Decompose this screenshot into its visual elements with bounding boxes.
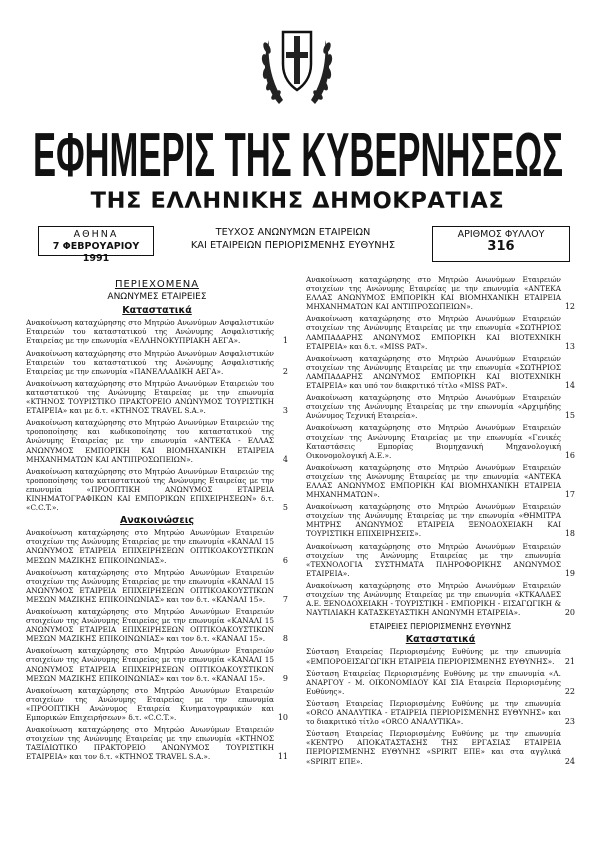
contents-entry [26,318,288,345]
entry-text: Ανακοίνωση καταχώρησης στο Μητρώο Ανωνύμων Εταιρειών στοιχείων της Ανώνυμης Εταιρείας με την επωνυμία «ΑΝΤΕΚΑ ΕΛΛΑΣ ΑΝΩΝΥΜΟΣ ΕΜΠΟΡΙΚΗ ΚΑΙ ΒΙΟΜΗΧΑΝΙΚΗ ΕΤΑΙΡΕΙΑ ΜΗΧΑΝΗΜΑΤΩΝ ΚΑΙ ΑΝΤΙΠΡΟΣΩΠΕΙΩΝ». [306,275,561,312]
entry-text: Ανακοίνωση καταχώρησης στο Μητρώο Ανωνύμων Εταιρειών στοιχείων της Ανώνυμης Εταιρείας με την επωνυμία «ΠΡΟΟΠΤΙΚΗ Ανώνυμος Εταιρεία Κινηματογραφικών και Εμπορικών Επιχειρήσεων» δ.τ. «C.C.T.». [26,685,274,723]
entry-page-number: 9 [282,673,288,683]
contents-entry [306,729,575,765]
gazette-title-text: ΕΦΗΜΕΡΙΣ ΤΗΣ ΚΥΒΕΡΝΗΣΕΩΣ [33,121,563,190]
entry-page-number: 19 [564,568,575,578]
section-statutes-heading: Καταστατικά [122,305,192,317]
sheet-number: 316 [487,239,515,254]
entry-page-number: 17 [564,490,575,500]
contents-entry [306,542,575,578]
entry-text: Σύσταση Εταιρείας Περιορισμένης Ευθύνης με την επωνυμία «ΕΜΠΟΡΟΕΙΣΑΓΩΓΙΚΗ ΕΤΑΙΡΕΙΑ ΠΕΡΙΟΡΙΣΜΕΝΗΣ ΕΥΘΥΝΗΣ». [306,647,561,666]
entry-page-number: 14 [564,381,575,391]
entry-text: Ανακοίνωση καταχώρησης στο Μητρώο Ανωνύμων Εταιρειών στοιχείων της Ανώνυμης Εταιρείας με την επωνυμία «ΘΗΜΙΤΡΑ ΜΗΤΡΗΣ ΑΝΩΝΥΜΟΣ ΕΤΑΙΡΕΙΑ ΞΕΝΟΔΟΧΕΙΑΚΗ ΚΑΙ ΤΟΥΡΙΣΤΙΚΗ ΕΠΙΧΕΙΡΗΣΕΙΣ». [306,502,561,539]
entry-text: Σύσταση Εταιρείας Περιορισμένης Ευθύνης με την επωνυμία «ORCO ΑΝΑΛΥΤΙΚΑ - ΕΤΑΙΡΕΙΑ ΠΕΡΙΟΡΙΣΜΕΝΗΣ ΕΥΘΥΝΗΣ» και το διακριτικό τίτλο «ORCO ΑΝΑΛΥΤΙΚΑ». [306,698,561,727]
entry-text: Ανακοίνωση καταχώρησης στο Μητρώο Ανωνύμων Εταιρειών στοιχείων της Ανώνυμης Εταιρείας με την επωνυμία «ΚΑΝΑΛΙ 15 ΑΝΩΝΥΜΟΣ ΕΤΑΙΡΕΙΑ ΕΠΙΧΕΙΡΗΣΕΩΝ ΟΠΤΙΚΟΑΚΟΥΣΤΙΚΩΝ ΜΕΣΩΝ ΜΑΖΙΚΗΣ ΕΠΙΚΟΙΝΩΝΙΑΣ» και τον δ.τ. «ΚΑΝΑΛΙ 15». [26,567,274,604]
section-notices-heading: Ανακοινώσεις [119,515,195,527]
issue-series [168,226,418,252]
statutes-list [26,318,288,512]
contents-entry [26,725,288,761]
entry-page-number: 11 [277,752,288,762]
entry-text: Ανακοίνωση καταχώρησης στο Μητρώο Ανωνύμων Εταιρειών στοιχείων της Ανώνυμης Εταιρείας με την επωνυμία «ΚΑΝΑΛΙ 15 ΑΝΩΝΥΜΟΣ ΕΤΑΙΡΕΙΑ ΕΠΙΧΕΙΡΗΣΕΩΝ ΟΠΤΙΚΟΑΚΟΥΣΤΙΚΩΝ ΜΕΣΩΝ ΜΑΖΙΚΗΣ ΕΠΙΚΟΙΝΩΝΙΑΣ» και τον δ.τ. «ΚΑΝΑΛΙ 15». [26,607,274,644]
contents-entry [26,568,288,604]
entry-text: Σύσταση Εταιρείας Περιορισμένης Ευθύνης με την επωνυμία «ΚΕΝΤΡΟ ΑΠΟΚΑΤΑΣΤΑΣΗΣ ΤΗΣ ΕΡΓΑΣΙΑΣ ΕΤΑΙΡΕΙΑ ΠΕΡΙΟΡΙΣΜΕΝΗΣ ΕΥΘΥΝΗΣ «SPIRIT ΕΠΕ» και στα αγγλικά «SPIRIT ΕΠΕ». [306,729,561,766]
notices-list-continued [306,275,575,617]
gazette-title [30,114,566,190]
contents-subheading: ΑΝΩΝΥΜΕΣ ΕΤΑΙΡΕΙΕΣ [107,292,207,303]
issue-series-line2: ΚΑΙ ΕΤΑΙΡΕΙΩΝ ΠΕΡΙΟΡΙΣΜΕΝΗΣ ΕΥΘΥΝΗΣ [190,240,396,251]
contents-entry [26,467,288,512]
contents-entry [306,647,575,665]
ltd-companies-heading: ΕΤΑΙΡΕΙΕΣ ΠΕΡΙΟΡΙΣΜΕΝΗΣ ΕΥΘΥΝΗΣ [369,622,512,632]
contents-entry [306,463,575,499]
issue-place-date-box [38,226,154,264]
entry-page-number: 22 [564,686,575,696]
notices-list [26,528,288,761]
entry-text: Ανακοίνωση καταχώρησης στο Μητρώο Ανωνύμων Ασφαλιστικών Εταιρειών του καταστατικού της Ανώνυμης Ασφαλιστικής Εταιρείας με την επωνυμία «ΠΑΝΕΛΛΑΔΙΚΗ ΑΕΓΑ». [26,348,274,376]
entry-text: Ανακοίνωση καταχώρησης στο Μητρώο Ανωνύμων Εταιρειών του καταστατικού της Ανώνυμης Εταιρείας με την επωνυμία «ΚΤΗΝΟΣ ΤΟΥΡΙΣΤΙΚΟ ΠΡΑΚΤΟΡΕΙΟ ΑΝΩΝΥΜΟΣ ΤΟΥΡΙΣΤΙΚΗ ΕΤΑΙΡΕΙΑ» και με δ.τ. «ΚΤΗΝΟΣ TRAVEL S.A.». [26,378,274,416]
national-crest-icon [259,18,335,108]
entry-text: Ανακοίνωση καταχώρησης στο Μητρώο Ανωνύμων Εταιρειών της τροποποίησης και κωδικοποίησης του καταστατικού της Ανώνυμης Εταιρείας με την επωνυμία «ΑΝΤΕΚΑ - ΕΛΛΑΣ ΑΝΩΝΥΜΟΣ ΕΜΠΟΡΙΚΗ ΚΑΙ ΒΙΟΜΗΧΑΝΙΚΗ ΕΤΑΙΡΕΙΑ ΜΗΧΑΝΗΜΑΤΩΝ ΚΑΙ ΑΝΤΙΠΡΟΣΩΠΕΙΩΝ». [26,418,274,464]
contents-entry [26,418,288,463]
issue-city: ΑΘΗΝΑ [73,229,119,240]
contents-entry [306,581,575,617]
entry-page-number: 13 [564,341,575,351]
entry-text: Ανακοίνωση καταχώρησης στο Μητρώο Ανωνύμων Εταιρειών στοιχείων της Ανώνυμης Εταιρείας με την επωνυμία «ΚΑΝΑΛΙ 15 ΑΝΩΝΥΜΟΣ ΕΤΑΙΡΕΙΑ ΕΠΙΧΕΙΡΗΣΕΩΝ ΟΠΤΙΚΟΑΚΟΥΣΤΙΚΩΝ ΜΕΣΩΝ ΜΑΖΙΚΗΣ ΕΠΙΚΟΙΝΩΝΙΑΣ» και τον δ.τ. «ΚΑΝΑΛΙ 15». [26,646,274,683]
ltd-statutes-heading: Καταστατικά [405,634,476,646]
entry-text: Ανακοίνωση καταχώρησης στο Μητρώο Ανωνύμων Εταιρειών της τροποποίησης του καταστατικού της Ανώνυμης Εταιρείας με την επωνυμία «ΠΡΟΟΠΤΙΚΗ ΑΝΩΝΥΜΟΣ ΕΤΑΙΡΕΙΑ ΚΙΝΗΜΑΤΟΓΡΑΦΙΚΩΝ ΚΑΙ ΕΜΠΟΡΙΚΩΝ ΕΠΙΧΕΙΡΗΣΕΩΝ» δ.τ. «C.C.T.». [26,466,274,513]
entry-text: Ανακοίνωση καταχώρησης στο Μητρώο Ανωνύμων Εταιρειών στοιχείων της Ανώνυμης Εταιρείας με την επωνυμία «ΑΝΤΕΚΑ ΕΛΛΑΣ ΑΝΩΝΥΜΟΣ ΕΜΠΟΡΙΚΗ ΚΑΙ ΒΙΟΜΗΧΑΝΙΚΗ ΕΤΑΙΡΕΙΑ ΜΗΧΑΝΗΜΑΤΩΝ». [306,462,561,500]
entry-page-number: 21 [564,656,575,666]
entry-page-number: 2 [282,366,288,376]
contents-left-column [26,280,288,765]
issue-date: 7 ΦΕΒΡΟΥΑΡΙΟΥ 1991 [52,241,140,264]
entry-text: Ανακοίνωση καταχώρησης στο Μητρώο Ανωνύμων Εταιρειών στοιχείων της Ανώνυμης Εταιρείας με την επωνυμία «ΣΩΤΗΡΙΟΣ ΛΑΜΠΑΔΑΡΗΣ ΑΝΩΝΥΜΟΣ ΕΜΠΟΡΙΚΗ ΚΑΙ ΒΙΟΤΕΧΝΙΚΗ ΕΤΑΙΡΕΙΑ» και δ.τ. «MISS PAT». [306,314,561,351]
entry-text: Ανακοίνωση καταχώρησης στο Μητρώο Ανωνύμων Εταιρειών στοιχείων της Ανώνυμης Εταιρείας με την επωνυμία «Αρχιμήδης Ανώνυμος Τεχνική Εταιρεία». [306,393,561,421]
entry-page-number: 23 [564,717,575,727]
contents-entry [26,607,288,643]
contents-entry [306,669,575,696]
entry-page-number: 4 [282,454,288,464]
contents-entry [26,686,288,722]
contents-entry [306,314,575,350]
entry-page-number: 18 [564,529,575,539]
contents-entry [26,349,288,376]
contents-entry [306,275,575,311]
entry-page-number: 3 [282,406,288,416]
contents-entry [26,528,288,564]
contents-entry [306,423,575,459]
entry-text: Ανακοίνωση καταχώρησης στο Μητρώο Ανωνύμων Εταιρειών στοιχείων της Ανώνυμης Εταιρείας με την επωνυμία «ΣΩΤΗΡΙΟΣ ΛΑΜΠΑΔΑΡΗΣ ΑΝΩΝΥΜΟΣ ΕΜΠΟΡΙΚΗ ΚΑΙ ΒΙΟΤΕΧΝΙΚΗ ΕΤΑΙΡΕΙΑ» και υπό τον διακριτικό τίτλο «MISS PAT». [306,353,561,391]
entry-page-number: 7 [282,594,288,604]
sheet-number-label: ΑΡΙΘΜΟΣ ΦΥΛΛΟΥ [457,229,545,240]
entry-text: Ανακοίνωση καταχώρησης στο Μητρώο Ανωνύμων Ασφαλιστικών Εταιρειών του καταστατικού της Ανώνυμης Ασφαλιστικής Εταιρείας με την επωνυμία «ΕΛΛΗΝΟΚΥΠΡΙΑΚΗ ΑΕΓΑ». [26,318,274,346]
contents-entry [26,646,288,682]
sheet-number-box [432,226,570,262]
contents-heading: ΠΕΡΙΕΧΟΜΕΝΑ [114,279,200,290]
entry-page-number: 16 [564,450,575,460]
entry-page-number: 5 [282,503,288,513]
contents-entry [26,379,288,415]
ltd-statutes-list [306,647,575,765]
entry-page-number: 15 [564,411,575,421]
entry-text: Ανακοίνωση καταχώρησης στο Μητρώο Ανωνύμων Εταιρειών στοιχείων της Ανώνυμης Εταιρείας με την επωνυμία «ΚΑΝΑΛΙ 15 ΑΝΩΝΥΜΟΣ ΕΤΑΙΡΕΙΑ ΕΠΙΧΕΙΡΗΣΕΩΝ ΟΠΤΙΚΟΑΚΟΥΣΤΙΚΩΝ ΜΕΣΩΝ ΜΑΖΙΚΗΣ ΕΠΙΚΟΙΝΩΝΙΑΣ». [26,528,274,565]
entry-page-number: 6 [282,555,288,565]
entry-text: Ανακοίνωση καταχώρησης στο Μητρώο Ανωνύμων Εταιρειών στοιχείων της Ανώνυμης Εταιρείας με την επωνυμία «Γενικές Καταστάσεις Εμπορίας Βιομηχανική Μηχανολογική Οικονομολογική Α.Ε.». [306,423,561,460]
contents-right-column [306,275,575,769]
contents-entry [306,393,575,420]
contents-entry [306,354,575,390]
entry-page-number: 24 [564,756,575,766]
entry-text: Ανακοίνωση καταχώρησης στο Μητρώο Ανωνύμων Εταιρειών στοιχείων της Ανώνυμης Εταιρείας με την επωνυμία «ΤΕΧΝΟΛΟΓΙΑ ΣΥΣΤΗΜΑΤΑ ΠΛΗΡΟΦΟΡΙΚΗΣ ΑΝΩΝΥΜΟΣ ΕΤΑΙΡΕΙΑ». [306,541,561,578]
entry-page-number: 1 [282,336,288,346]
gazette-subtitle: ΤΗΣ ΕΛΛΗΝΙΚΗΣ ΔΗΜΟΚΡΑΤΙΑΣ [90,188,505,214]
entry-text: Σύσταση Εταιρείας Περιορισμένης Ευθύνης με την επωνυμία «Λ. ΑΝΑΡΓΟΥ - Μ. ΟΙΚΟΝΟΜΙΔΟΥ ΚΑΙ ΣΙΑ Εταιρεία Περιορισμένης Ευθύνης». [306,668,561,696]
issue-info-bar [18,220,578,266]
entry-page-number: 10 [277,713,288,723]
entry-text: Ανακοίνωση καταχώρησης στο Μητρώο Ανωνύμων Εταιρειών στοιχείων της Ανώνυμης Εταιρείας με την επωνυμία «ΚΤΗΝΟΣ ΤΑΞΙΔΙΩΤΙΚΟ ΠΡΑΚΤΟΡΕΙΟ ΑΝΩΝΥΜΟΣ ΤΟΥΡΙΣΤΙΚΗ ΕΤΑΙΡΕΙΑ» και τον δ.τ. «ΚΤΗΝΟΣ TRAVEL S.A.». [26,725,274,762]
entry-page-number: 12 [564,302,575,312]
issue-series-line1: ΤΕΥΧΟΣ ΑΝΩΝΥΜΩΝ ΕΤΑΙΡΕΙΩΝ [215,227,371,238]
contents-entry [306,699,575,726]
contents-entry [306,502,575,538]
entry-page-number: 8 [282,634,288,644]
entry-text: Ανακοίνωση καταχώρησης στο Μητρώο Ανωνύμων Εταιρειών στοιχείων της Ανώνυμης Εταιρείας με την επωνυμία «ΚΤΚΑΛΔΕΣ Α.Ε. ΞΕΝΟΔΟΧΕΙΑΚΗ - ΤΟΥΡΙΣΤΙΚΗ - ΕΜΠΟΡΙΚΗ - ΕΙΣΑΓΩΓΙΚΗ & ΝΑΥΤΙΛΙΑΚΗ ΚΑΤΑΣΚΕΥΑΣΤΙΚΗ ΑΝΩΝΥΜΗ ΕΤΑΙΡΕΙΑ». [306,580,561,618]
entry-page-number: 20 [564,608,575,618]
